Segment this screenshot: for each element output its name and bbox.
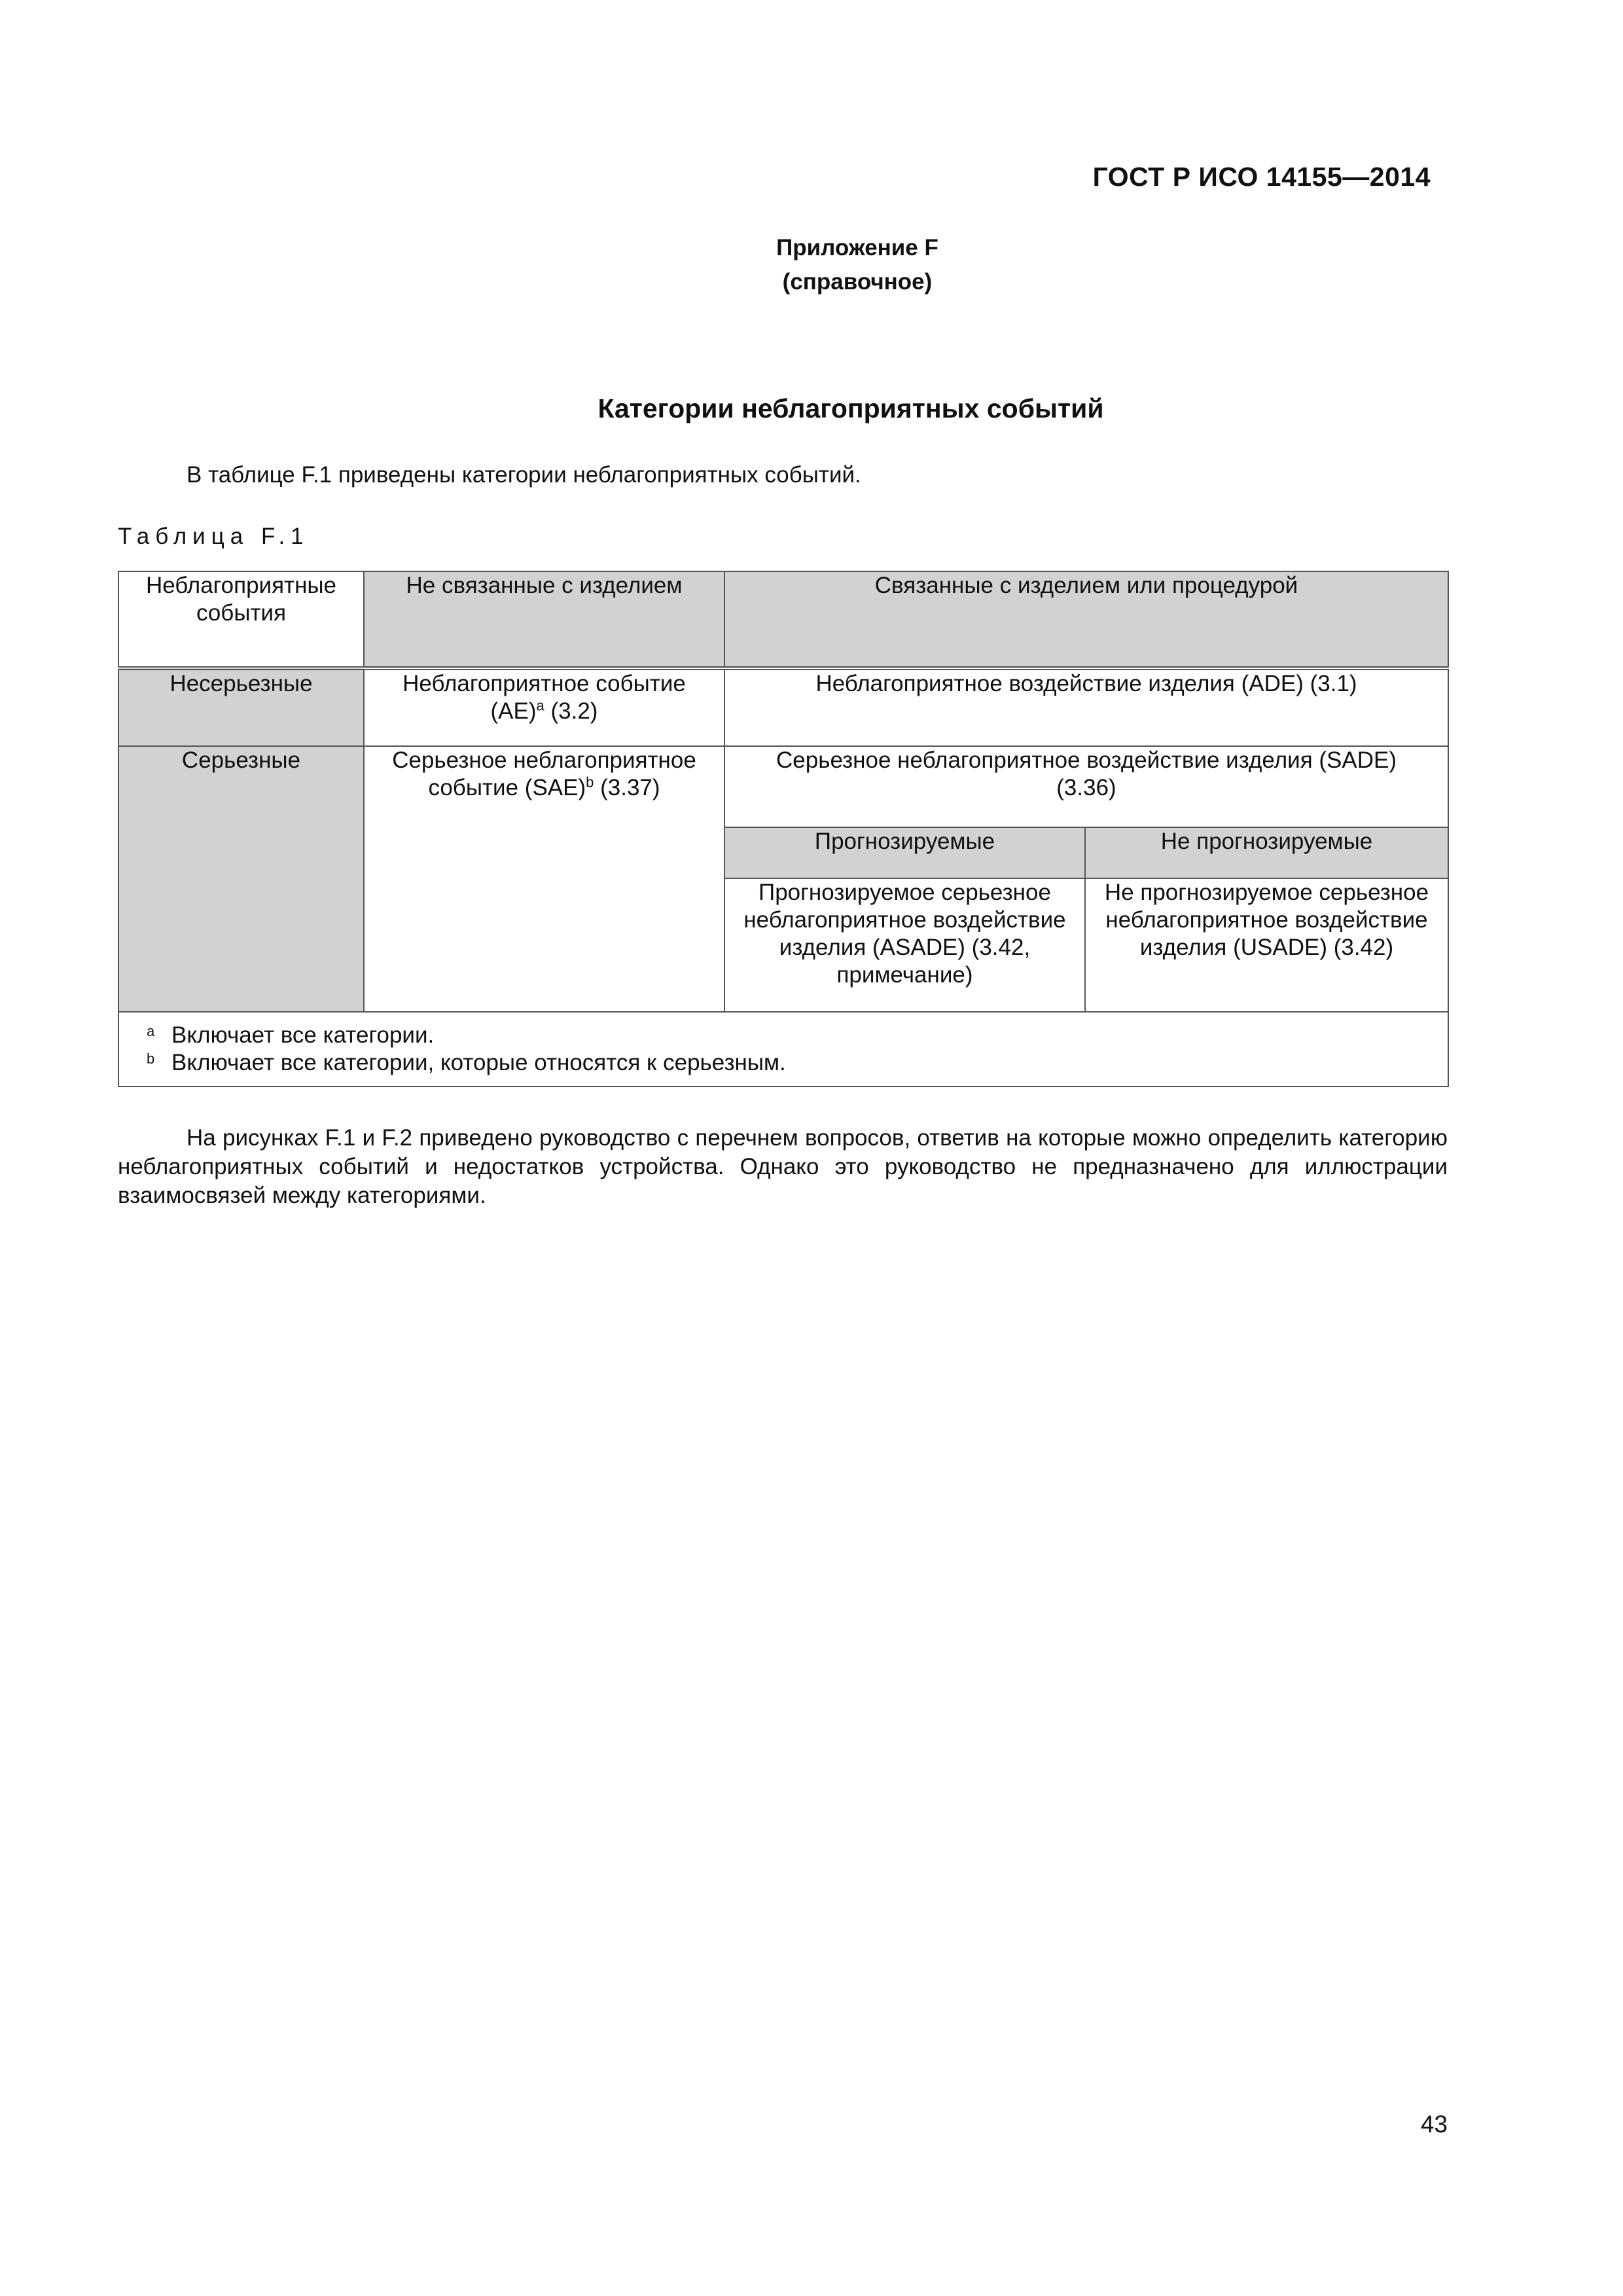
sae-footnote-mark: b bbox=[586, 774, 594, 791]
footnote-a-mark: a bbox=[147, 1023, 155, 1039]
table-caption: Таблица F.1 bbox=[118, 524, 310, 549]
footnote-b-mark: b bbox=[147, 1050, 155, 1067]
ae-footnote-mark: a bbox=[536, 697, 544, 714]
footnote-a-text: Включает все категории. bbox=[171, 1022, 435, 1048]
intro-paragraph: В таблице F.1 приведены категории неблагоприятных событий. bbox=[187, 462, 861, 488]
cell-ae bbox=[364, 668, 724, 746]
guidance-paragraph bbox=[118, 1124, 1448, 1210]
header-related: Связанные с изделием или процедурой bbox=[724, 571, 1448, 668]
subheader-unanticipated: Не прогнозируемые bbox=[1085, 827, 1448, 878]
footnote-b-text: Включает все категории, которые относятся к серьезным. bbox=[171, 1050, 786, 1075]
header-adverse-events: Неблагоприятные события bbox=[118, 571, 364, 668]
table-row-nonserious bbox=[118, 668, 1448, 746]
appendix-heading bbox=[0, 231, 1623, 299]
appendix-subtitle: (справочное) bbox=[782, 269, 933, 295]
cell-sae bbox=[364, 746, 724, 1012]
section-title: Категории неблагоприятных событий bbox=[597, 393, 1104, 423]
footnote-a bbox=[147, 1022, 1448, 1049]
table-notes bbox=[118, 1012, 1448, 1086]
header-not-related: Не связанные с изделием bbox=[364, 571, 724, 668]
document-standard-header: ГОСТ Р ИСО 14155—2014 bbox=[1092, 162, 1431, 192]
sade-line1: Серьезное неблагоприятное воздействие изделия (SADE) bbox=[776, 747, 1397, 773]
cell-asade: Прогнозируемое серьезное неблагоприятное воздействие изделия (ASADE) (3.42, примечание) bbox=[724, 878, 1085, 1012]
cell-ade: Неблагоприятное воздействие изделия (ADE) (3.1) bbox=[724, 668, 1448, 746]
adverse-events-table bbox=[118, 571, 1449, 1087]
footnote-b bbox=[147, 1049, 1448, 1077]
guidance-text: На рисунках F.1 и F.2 приведено руководство с перечнем вопросов, ответив на которые можно определить категорию неблагоприятных событий и недостатков устройства. Однако это руководство не предназначено для иллюстрации взаимосвязей между категориями. bbox=[118, 1125, 1448, 1208]
cell-usade: Не прогнозируемое серьезное неблагоприятное воздействие изделия (USADE) (3.42) bbox=[1085, 878, 1448, 1012]
row-label-nonserious: Несерьезные bbox=[118, 668, 364, 746]
row-label-serious: Серьезные bbox=[118, 746, 364, 1012]
ae-text: Неблагоприятное событие bbox=[402, 671, 686, 696]
table-header-row bbox=[118, 571, 1448, 668]
appendix-title: Приложение F bbox=[776, 235, 938, 260]
subheader-anticipated: Прогнозируемые bbox=[724, 827, 1085, 878]
page-number: 43 bbox=[1420, 2111, 1448, 2138]
ae-abbr: (AE) bbox=[490, 698, 537, 724]
sade-line2: (3.36) bbox=[1056, 775, 1116, 800]
cell-sade bbox=[724, 746, 1448, 827]
table-notes-row bbox=[118, 1012, 1448, 1086]
table-row-serious bbox=[118, 746, 1448, 827]
sae-ref: (3.37) bbox=[594, 775, 660, 800]
ae-ref: (3.2) bbox=[544, 698, 598, 724]
sae-text: Серьезное неблагоприятное bbox=[392, 747, 696, 773]
sae-abbr: событие (SAE) bbox=[428, 775, 586, 800]
